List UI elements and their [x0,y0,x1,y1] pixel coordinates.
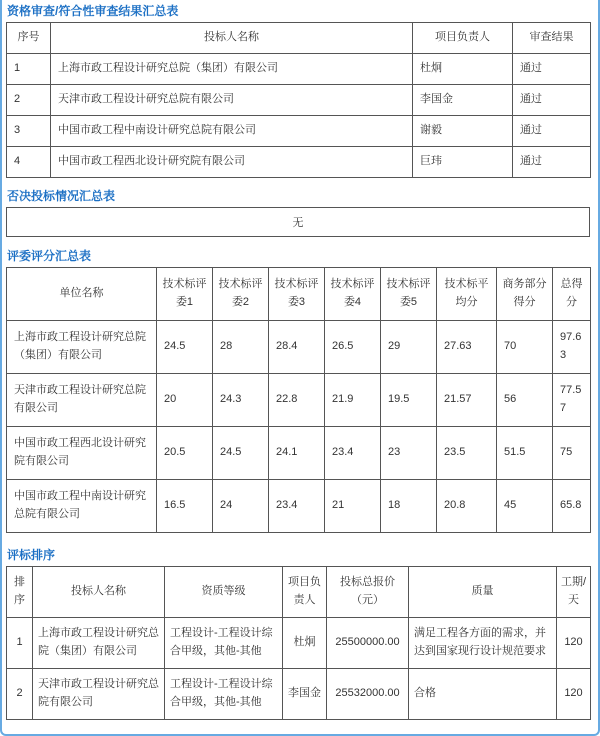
table-cell: 28 [213,321,269,374]
table-cell: 杜炯 [413,54,513,85]
table-cell: 4 [7,147,51,178]
table-cell: 21.9 [325,374,381,427]
table-cell: 中国市政工程中南设计研究总院有限公司 [7,480,157,533]
table-cell: 合格 [409,669,557,720]
table-cell: 1 [7,618,33,669]
table-row [7,116,591,147]
table-cell: 3 [7,116,51,147]
ranking-title: 评标排序 [7,548,56,562]
table-cell: 77.57 [553,374,591,427]
rejected-bids-title: 否决投标情况汇总表 [7,189,116,203]
table-cell: 中国市政工程中南设计研究总院有限公司 [51,116,413,147]
table-row [7,618,591,669]
table-cell: 天津市政工程设计研究总院有限公司 [33,669,165,720]
table-cell: 16.5 [157,480,213,533]
table-cell: 19.5 [381,374,437,427]
table-header-row [7,567,591,618]
table-cell: 李国金 [413,85,513,116]
table-cell: 18 [381,480,437,533]
table-cell: 75 [553,427,591,480]
column-header: 投标总报价（元） [327,567,409,618]
table-cell: 24.3 [213,374,269,427]
table-cell: 中国市政工程西北设计研究院有限公司 [51,147,413,178]
table-row [7,147,591,178]
table-cell: 21.57 [437,374,497,427]
table-cell: 通过 [513,85,591,116]
table-cell: 51.5 [497,427,553,480]
column-header: 单位名称 [7,268,157,321]
table-cell: 24 [213,480,269,533]
table-cell: 120 [557,618,591,669]
table-cell: 70 [497,321,553,374]
table-cell: 25532000.00 [327,669,409,720]
column-header: 技术标评委5 [381,268,437,321]
table-row [7,321,591,374]
table-cell: 天津市政工程设计研究总院有限公司 [51,85,413,116]
column-header: 技术标评委3 [269,268,325,321]
column-header: 技术标平均分 [437,268,497,321]
table-cell: 21 [325,480,381,533]
column-header: 商务部分得分 [497,268,553,321]
table-cell: 24.5 [157,321,213,374]
column-header: 技术标评委4 [325,268,381,321]
table-row [7,54,591,85]
table-row [7,85,591,116]
table-cell: 20 [157,374,213,427]
table-row [7,480,591,533]
table-cell: 23.4 [269,480,325,533]
table-cell: 李国金 [283,669,327,720]
table-row [7,669,591,720]
table-cell: 巨玮 [413,147,513,178]
table-cell: 65.8 [553,480,591,533]
table-cell: 25500000.00 [327,618,409,669]
table-cell: 2 [7,669,33,720]
table-cell: 20.8 [437,480,497,533]
column-header: 序号 [7,23,51,54]
table-row [7,374,591,427]
table-cell: 上海市政工程设计研究总院（集团）有限公司 [51,54,413,85]
table-cell: 工程设计-工程设计综合甲级，其他-其他 [165,618,283,669]
table-header-row [7,23,591,54]
column-header: 投标人名称 [51,23,413,54]
table-cell: 通过 [513,147,591,178]
table-cell: 1 [7,54,51,85]
column-header: 总得分 [553,268,591,321]
column-header: 审查结果 [513,23,591,54]
rejected-bids-content: 无 [6,207,590,237]
table-cell: 29 [381,321,437,374]
table-cell: 45 [497,480,553,533]
table-cell: 20.5 [157,427,213,480]
table-header-row [7,268,591,321]
table-cell: 满足工程各方面的需求，并达到国家现行设计规范要求 [409,618,557,669]
judge-scores-title: 评委评分汇总表 [7,249,92,263]
table-cell: 通过 [513,116,591,147]
table-cell: 2 [7,85,51,116]
column-header: 工期/天 [557,567,591,618]
column-header: 项目负责人 [413,23,513,54]
column-header: 排序 [7,567,33,618]
table-cell: 97.63 [553,321,591,374]
qualification-review-title: 资格审查/符合性审查结果汇总表 [7,4,179,18]
column-header: 资质等级 [165,567,283,618]
ranking-table [6,566,591,720]
table-cell: 26.5 [325,321,381,374]
table-cell: 通过 [513,54,591,85]
table-cell: 56 [497,374,553,427]
table-cell: 谢毅 [413,116,513,147]
column-header: 质量 [409,567,557,618]
table-cell: 23.5 [437,427,497,480]
table-cell: 中国市政工程西北设计研究院有限公司 [7,427,157,480]
column-header: 项目负责人 [283,567,327,618]
table-cell: 工程设计-工程设计综合甲级，其他-其他 [165,669,283,720]
table-cell: 27.63 [437,321,497,374]
table-cell: 28.4 [269,321,325,374]
table-cell: 22.8 [269,374,325,427]
table-cell: 杜炯 [283,618,327,669]
qualification-review-table [6,22,591,178]
table-cell: 上海市政工程设计研究总院（集团）有限公司 [7,321,157,374]
column-header: 技术标评委1 [157,268,213,321]
judge-scores-table [6,267,591,533]
table-cell: 120 [557,669,591,720]
table-cell: 24.5 [213,427,269,480]
table-cell: 24.1 [269,427,325,480]
table-cell: 23 [381,427,437,480]
table-cell: 天津市政工程设计研究总院有限公司 [7,374,157,427]
column-header: 投标人名称 [33,567,165,618]
table-cell: 23.4 [325,427,381,480]
column-header: 技术标评委2 [213,268,269,321]
table-row [7,427,591,480]
table-cell: 上海市政工程设计研究总院（集团）有限公司 [33,618,165,669]
